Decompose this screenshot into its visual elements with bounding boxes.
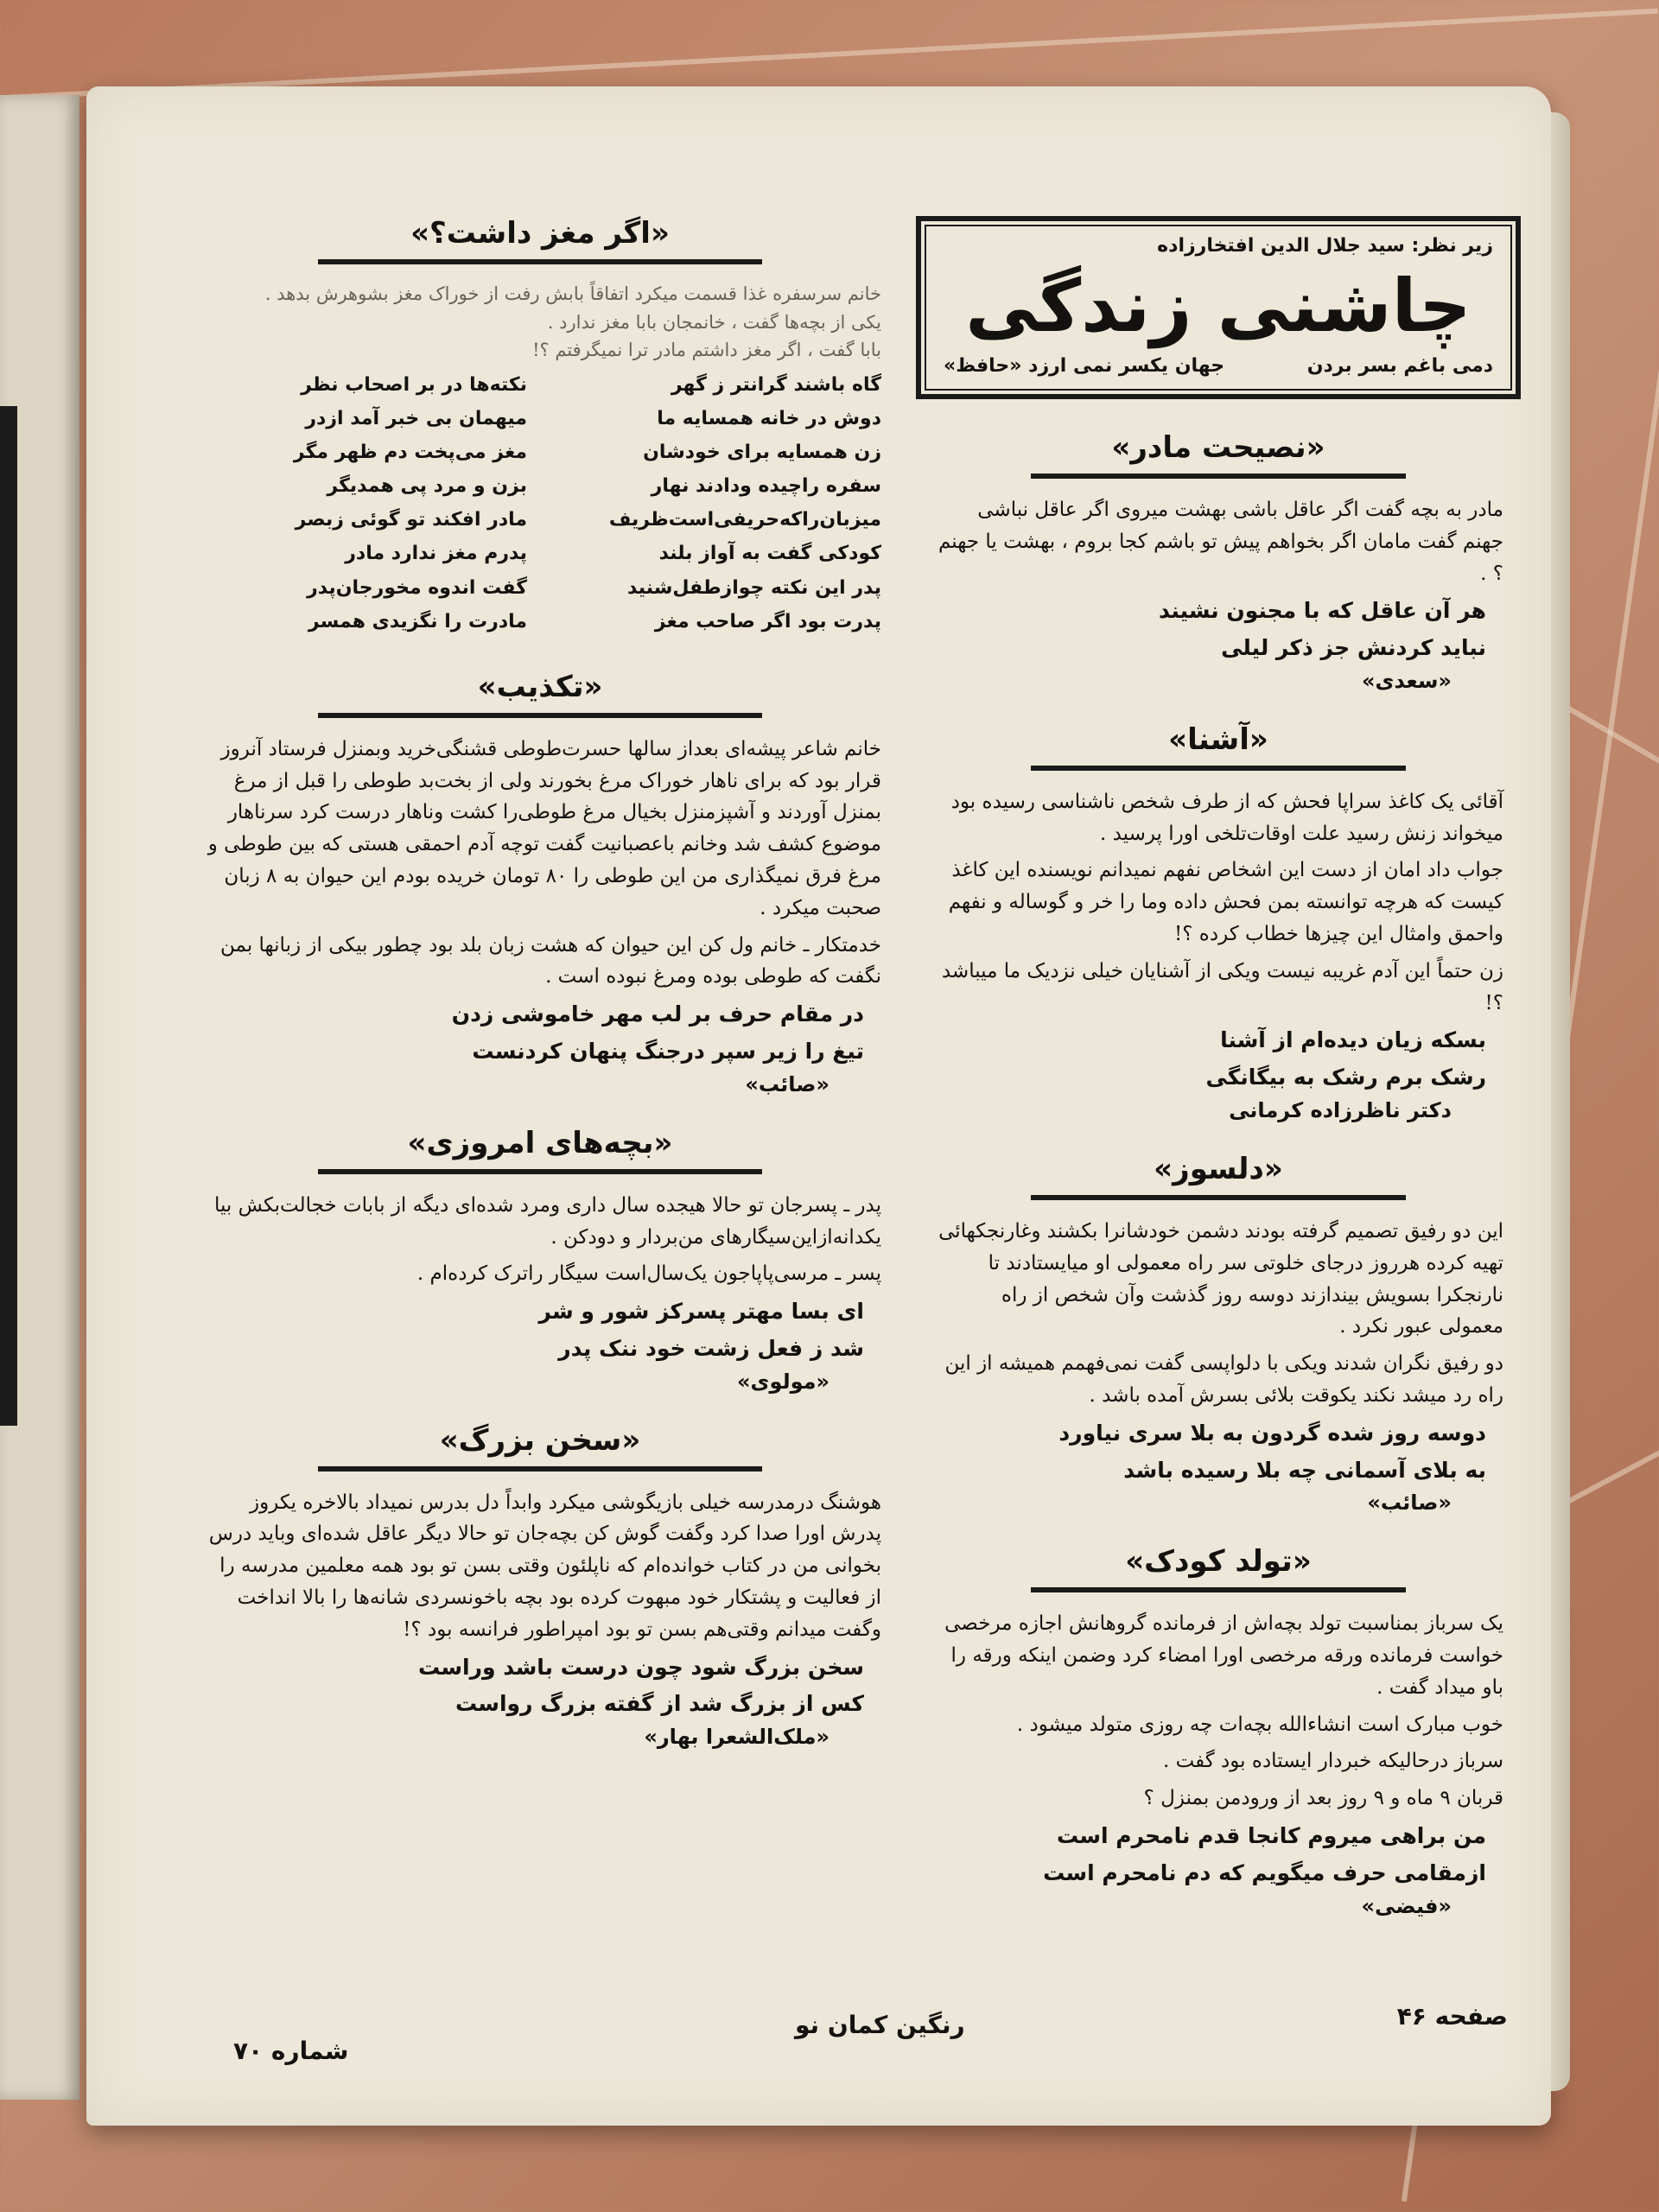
anecdote-text: یکی از بچه‌ها گفت ، خانمجان بابا مغز ندارد . <box>547 311 881 333</box>
column-header-box <box>916 216 1521 399</box>
verse-line: تیغ را زیر سپر درجنگ پنهان کردنست <box>472 1039 864 1065</box>
anecdote-text: خانم سرسفره غذا قسمت میکرد اتفاقاً بابش رفت از خوراک مغز بشوهرش بدهد . <box>264 283 881 304</box>
section-title: «دلسوز» <box>1154 1151 1283 1186</box>
right-column <box>916 216 1521 1925</box>
poem-line: پدرم مغز ندارد مادر <box>345 543 527 565</box>
anecdote-text: آقائی یک کاغذ سراپا فحش که از طرف شخص ناشناسی رسیده بود میخواند زنش رسید علت اوقات‌تلخی اورا پرسید . <box>950 790 1503 845</box>
poem-line: مادر افکند تو گوئی زبصر <box>295 509 527 531</box>
poem-line: بزن و مرد پی همدیگر <box>327 475 527 498</box>
section-if-had-brain <box>181 216 899 639</box>
title-rule <box>318 1169 763 1174</box>
poet-name: «مولوی» <box>737 1369 830 1394</box>
anecdote-text: این دو رفیق تصمیم گرفته بودند دشمن خودشانرا بکشند وغارنجکهائی تهیه کرده هرروز درجای خلوتی سر راه معمولی او میایستادند تا نارنجکرا بسویش بیندازند دوسه روز گذشت وآن شخص از راه معمولی عبور نکرد . <box>938 1219 1503 1338</box>
verse-line: هر آن عاقل که با مجنون نشیند <box>1158 598 1486 624</box>
poem-line: کودکی گفت به آواز بلند <box>658 543 881 565</box>
poem-line: گفت اندوه مخورجان‌پدر <box>307 576 527 599</box>
verse-line: من براهی میروم کانجا قدم نامحرم است <box>1056 1823 1486 1849</box>
verse-line: رشک برم رشک به بیگانگی <box>1205 1065 1486 1090</box>
section-acquaintance <box>916 722 1521 1122</box>
poem-two-columns <box>199 368 881 639</box>
section-denial <box>181 670 899 1096</box>
title-rule <box>1031 474 1406 479</box>
magazine-page <box>86 86 1551 2126</box>
poem-line: نکته‌ها در بر اصحاب نظر <box>301 373 527 396</box>
anecdote-text: خوب مبارک است انشاءالله بچه‌ات چه روزی متولد میشود . <box>1016 1713 1503 1736</box>
poet-name: «صائب» <box>1367 1491 1452 1516</box>
anecdote-text: بابا گفت ، اگر مغز داشتم مادر ترا نمیگرفتم ؟! <box>532 340 881 361</box>
poet-name: دکتر ناظرزاده کرمانی <box>1229 1097 1452 1122</box>
anecdote-text: هوشنگ درمدرسه خیلی بازیگوشی میکرد وابداً دل بدرس نمیداد بالاخره یکروز پدرش اورا صدا کرد وگفت گوش کن بچه‌جان تو حالا دیگر عاقل شده‌ای وباید درس بخوانی من در کتاب خوانده‌ام که ناپلئون وقتی بسن تو بود همه معلمین مدرسه را از فعالیت و پشتکار خود مبهوت کرده بود بچه باخونسردی شانه‌ها را بالا انداخت وگفت میدانم وقتی‌هم بسن تو بود امپراطور فرانسه بود ؟! <box>208 1491 881 1641</box>
anecdote-text: خانم شاعر پیشه‌ای بعداز سالها حسرت‌طوطی قشنگی‌خرید وبمنزل فرستاد آنروز قرار بود که برای ناهار خوراک مرغ بخورند ولی از بخت‌بد طوطی را قبل از مرغ بمنزل آوردند و آشپزمنزل بخیال مرغ طوطی‌را کشت وناهار درست کرد سرناهار موضوع کشف شد وخانم باعصبانیت گفت توچه آدم احمقی هستی که بین طوطی و مرغ فرق نمیگذاری من این طوطی را ۸۰ تومان خریده بودم این حیوان به ۸ زبان صحبت میکرد . <box>207 737 881 919</box>
verse-line: سخن بزرگ شود چون درست باشد وراست <box>418 1654 864 1680</box>
section-title: «آشنا» <box>1168 721 1268 757</box>
poem-line: مغز می‌پخت دم ظهر مگر <box>293 441 527 463</box>
title-rule <box>1031 1195 1406 1200</box>
poem-column-right <box>553 368 881 639</box>
page-number: صفحه ۴۶ <box>1396 2002 1508 2031</box>
poem-line: سفره راچیده وداد‌ند نهار <box>651 475 881 498</box>
poet-name: «صائب» <box>745 1071 830 1096</box>
header-verse-right: دمی باغم بسر بردن <box>1306 355 1493 377</box>
issue-number: شماره ۷۰ <box>233 2037 349 2065</box>
page-edge <box>1551 112 1570 2091</box>
anecdote-text: پدر ـ پسرجان تو حالا هیجده سال داری ومرد شده‌ای دیگه از بابات خجالت‌بکش بیا یکدانه‌از‌این‌سیگارهای من‌بردار و دودکن . <box>213 1193 881 1249</box>
title-rule <box>1031 766 1406 771</box>
adjacent-photo <box>0 406 17 1426</box>
anecdote-text: خدمتکار ـ خانم ول کن این حیوان که هشت زبان بلد بود چطور بیکی از زبانها بمن نگفت که طوطی بوده ومرغ نبوده است . <box>220 933 881 988</box>
magazine-name: رنگین کمان نو <box>795 2011 965 2039</box>
verse-line: بسکه زیان دیده‌ام از آشنا <box>1220 1027 1486 1053</box>
verse-line: در مقام حرف بر لب مهر خاموشی زدن <box>451 1001 864 1027</box>
anecdote-text: پسر ـ مرسی‌پاپاجون یک‌سال‌است سیگار راترک کرده‌ام . <box>416 1262 881 1286</box>
section-title: «سخن بزرگ» <box>439 1422 641 1458</box>
section-child-birth <box>916 1544 1521 1917</box>
anecdote-text: یک سرباز بمناسبت تولد بچه‌اش از فرمانده گروهانش اجازه مرخصی خواست فرمانده ورقه مرخصی اورا امضاء کرد وضمن اینکه ورقه را باو میداد گفت . <box>944 1612 1503 1699</box>
anecdote-text: دو رفیق نگران شدند ویکی با دلواپسی گفت نمی‌فهمم همیشه از این راه رد میشد نکند یکوقت بلائی بسرش آمده باشد . <box>944 1352 1503 1407</box>
poem-line: زن همسایه برای خودشان <box>643 441 881 463</box>
verse-line: شد ز فعل زشت خود ننک پدر <box>558 1335 864 1361</box>
left-column <box>181 216 899 1756</box>
section-title: «اگر مغز داشت؟» <box>410 216 670 251</box>
title-rule <box>318 1466 763 1471</box>
anecdote-text: جواب داد امان از دست این اشخاص نفهم نمیدانم نویسنده این کاغذ کیست که هرچه توانسته بمن فحش داده وما را خر و گوساله و نفهم واحمق وامثال این چیزها خطاب کرده ؟! <box>948 859 1503 946</box>
section-title: «تکذیب» <box>477 669 603 704</box>
verse-line: نباید کردنش جز ذکر لیلی <box>1221 635 1486 661</box>
header-verse-left: جهان یکسر نمی ارزد «حافظ» <box>944 355 1225 377</box>
adjacent-page <box>0 95 79 2100</box>
section-mother-advice <box>916 430 1521 693</box>
poem-column-left <box>199 368 527 639</box>
poem-line: گاه باشند گرانتر ز گهر <box>671 373 881 396</box>
editor-credit: زیر نظر: سید جلال الدین افتخارزاده <box>1157 235 1493 257</box>
verse-line: کس از بزرگ شد از گفته بزرگ رواست <box>454 1691 864 1717</box>
section-title: «نصیحت مادر» <box>1111 430 1325 465</box>
section-title: «بچه‌های امروزی» <box>407 1125 673 1160</box>
poem-line: میزبان‌راکه‌حریفی‌است‌ظریف <box>608 509 881 531</box>
title-rule <box>318 259 763 264</box>
column-title: چاشنی زندگی <box>965 264 1471 348</box>
anecdote-text: مادر به بچه گفت اگر عاقل باشی بهشت میروی اگر عاقل نباشی جهنم گفت مامان اگر بخواهم پیش تو باشم کجا بروم ، بهشت یا جهنم ؟ . <box>938 499 1503 585</box>
section-title: «تولد کودک» <box>1125 1544 1312 1580</box>
verse-line: دوسه روز شده گردون به بلا سری نیاورد <box>1058 1420 1486 1446</box>
poem-line: پدر این نکته چوازطفل‌شنید <box>627 576 881 599</box>
section-todays-kids <box>181 1126 899 1394</box>
verse-line: ازمقامی حرف میگویم که دم نامحرم است <box>1043 1859 1486 1885</box>
poet-name: «فیضی» <box>1361 1893 1452 1918</box>
poet-name: «ملک‌الشعرا بهار» <box>644 1725 830 1750</box>
poem-line: پدرت بود اگر صاحب مغز <box>654 610 881 632</box>
poem-line: میهمان بی خبر آمد ازدر <box>305 407 527 429</box>
poet-name: «سعدی» <box>1361 668 1452 693</box>
poem-line: دوش در خانه همسایه ما <box>657 407 881 429</box>
poem-line: مادرت را نگزیدی همسر <box>308 610 527 632</box>
anecdote-text: زن حتماً این آدم غریبه نیست ویکی از آشنایان خیلی نزدیک ما میباشد ؟! <box>941 959 1503 1014</box>
anecdote-text: قربان ۹ ماه و ۹ روز بعد از ورودمن بمنزل ؟ <box>1143 1787 1503 1810</box>
anecdote-text: سرباز درحالیکه خبردار ایستاده بود گفت . <box>1162 1750 1503 1773</box>
header-verse <box>944 355 1493 377</box>
section-compassionate <box>916 1152 1521 1515</box>
section-big-talk <box>181 1423 899 1749</box>
verse-line: ای بسا مهتر پسرکز شور و شر <box>538 1299 864 1325</box>
verse-line: به بلای آسمانی چه بلا رسیده باشد <box>1123 1457 1486 1483</box>
title-rule <box>318 713 763 718</box>
title-rule <box>1031 1587 1406 1592</box>
